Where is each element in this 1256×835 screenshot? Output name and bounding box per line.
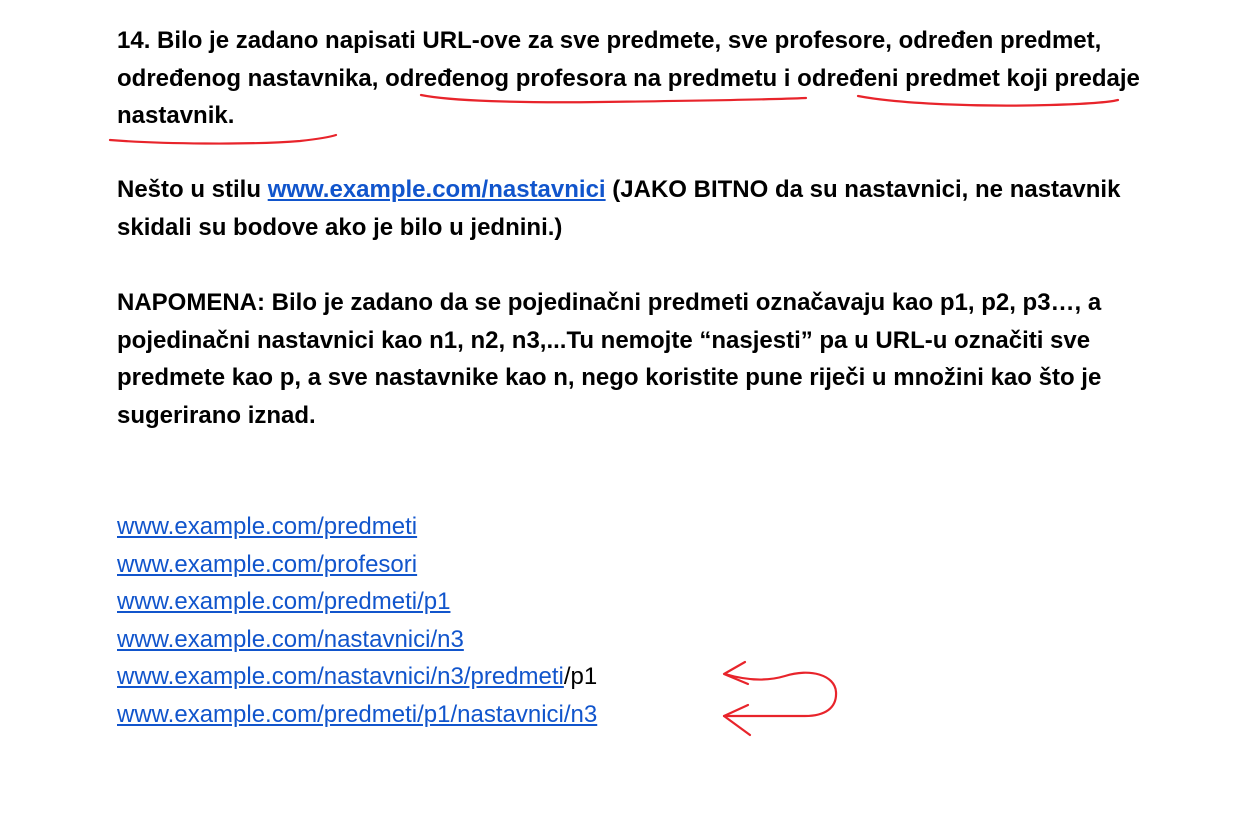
- url-link[interactable]: www.example.com/profesori: [117, 550, 418, 578]
- url-link[interactable]: www.example.com/nastavnici/n3: [117, 625, 464, 653]
- url-link[interactable]: www.example.com/predmeti/p1/nastavnici/n3: [117, 700, 598, 728]
- url-item: [117, 696, 597, 734]
- task-text-end: .: [227, 102, 235, 129]
- underline-subject-teacher-line2: [110, 135, 336, 144]
- arrowhead-top: [724, 662, 748, 684]
- task-text-conjunction: i: [777, 64, 798, 92]
- url-tail: /p1: [563, 663, 598, 690]
- example-prefix: Nešto u stilu: [117, 176, 268, 203]
- url-link[interactable]: www.example.com/nastavnici/n3/predmeti: [117, 663, 564, 690]
- example-suffix: (JAKO BITNO da su nastavnici, ne nastavnik skidali su bodove ako je bilo u jednini.): [117, 176, 1121, 241]
- task-highlight-subject-teacher: određeni predmet koji predaje nastavnik: [117, 64, 1140, 129]
- example-paragraph: [117, 171, 1197, 246]
- url-item: [117, 546, 597, 584]
- task-highlight-professor-subject: određenog profesora na predmetu: [385, 64, 778, 92]
- url-item: [117, 508, 597, 546]
- url-item: [117, 583, 597, 621]
- note-paragraph: NAPOMENA: Bilo je zadano da se pojedinačni predmeti označavaju kao p1, p2, p3…, a pojedinačni nastavnici kao n1, n2, n3,...Tu nemojte “nasjesti” pa u URL-u označiti sve predmete kao p, a sve nastavnike kao n, nego koristite pune riječi u množini kao što je sugerirano iznad.: [117, 289, 1102, 429]
- arrowhead-bottom: [724, 705, 750, 735]
- url-item: [117, 658, 597, 696]
- url-link[interactable]: www.example.com/predmeti/p1: [117, 588, 451, 615]
- url-list: [117, 508, 597, 733]
- url-link[interactable]: www.example.com/predmeti: [117, 513, 418, 540]
- swap-arrow: [724, 673, 836, 716]
- url-item: [117, 621, 597, 659]
- task-paragraph: [117, 22, 1197, 135]
- example-link[interactable]: www.example.com/nastavnici: [267, 176, 606, 203]
- task-text-intro: 14. Bilo je zadano napisati URL-ove za sve predmete, sve profesore, određen predmet, određenog nastavnika,: [117, 27, 1102, 92]
